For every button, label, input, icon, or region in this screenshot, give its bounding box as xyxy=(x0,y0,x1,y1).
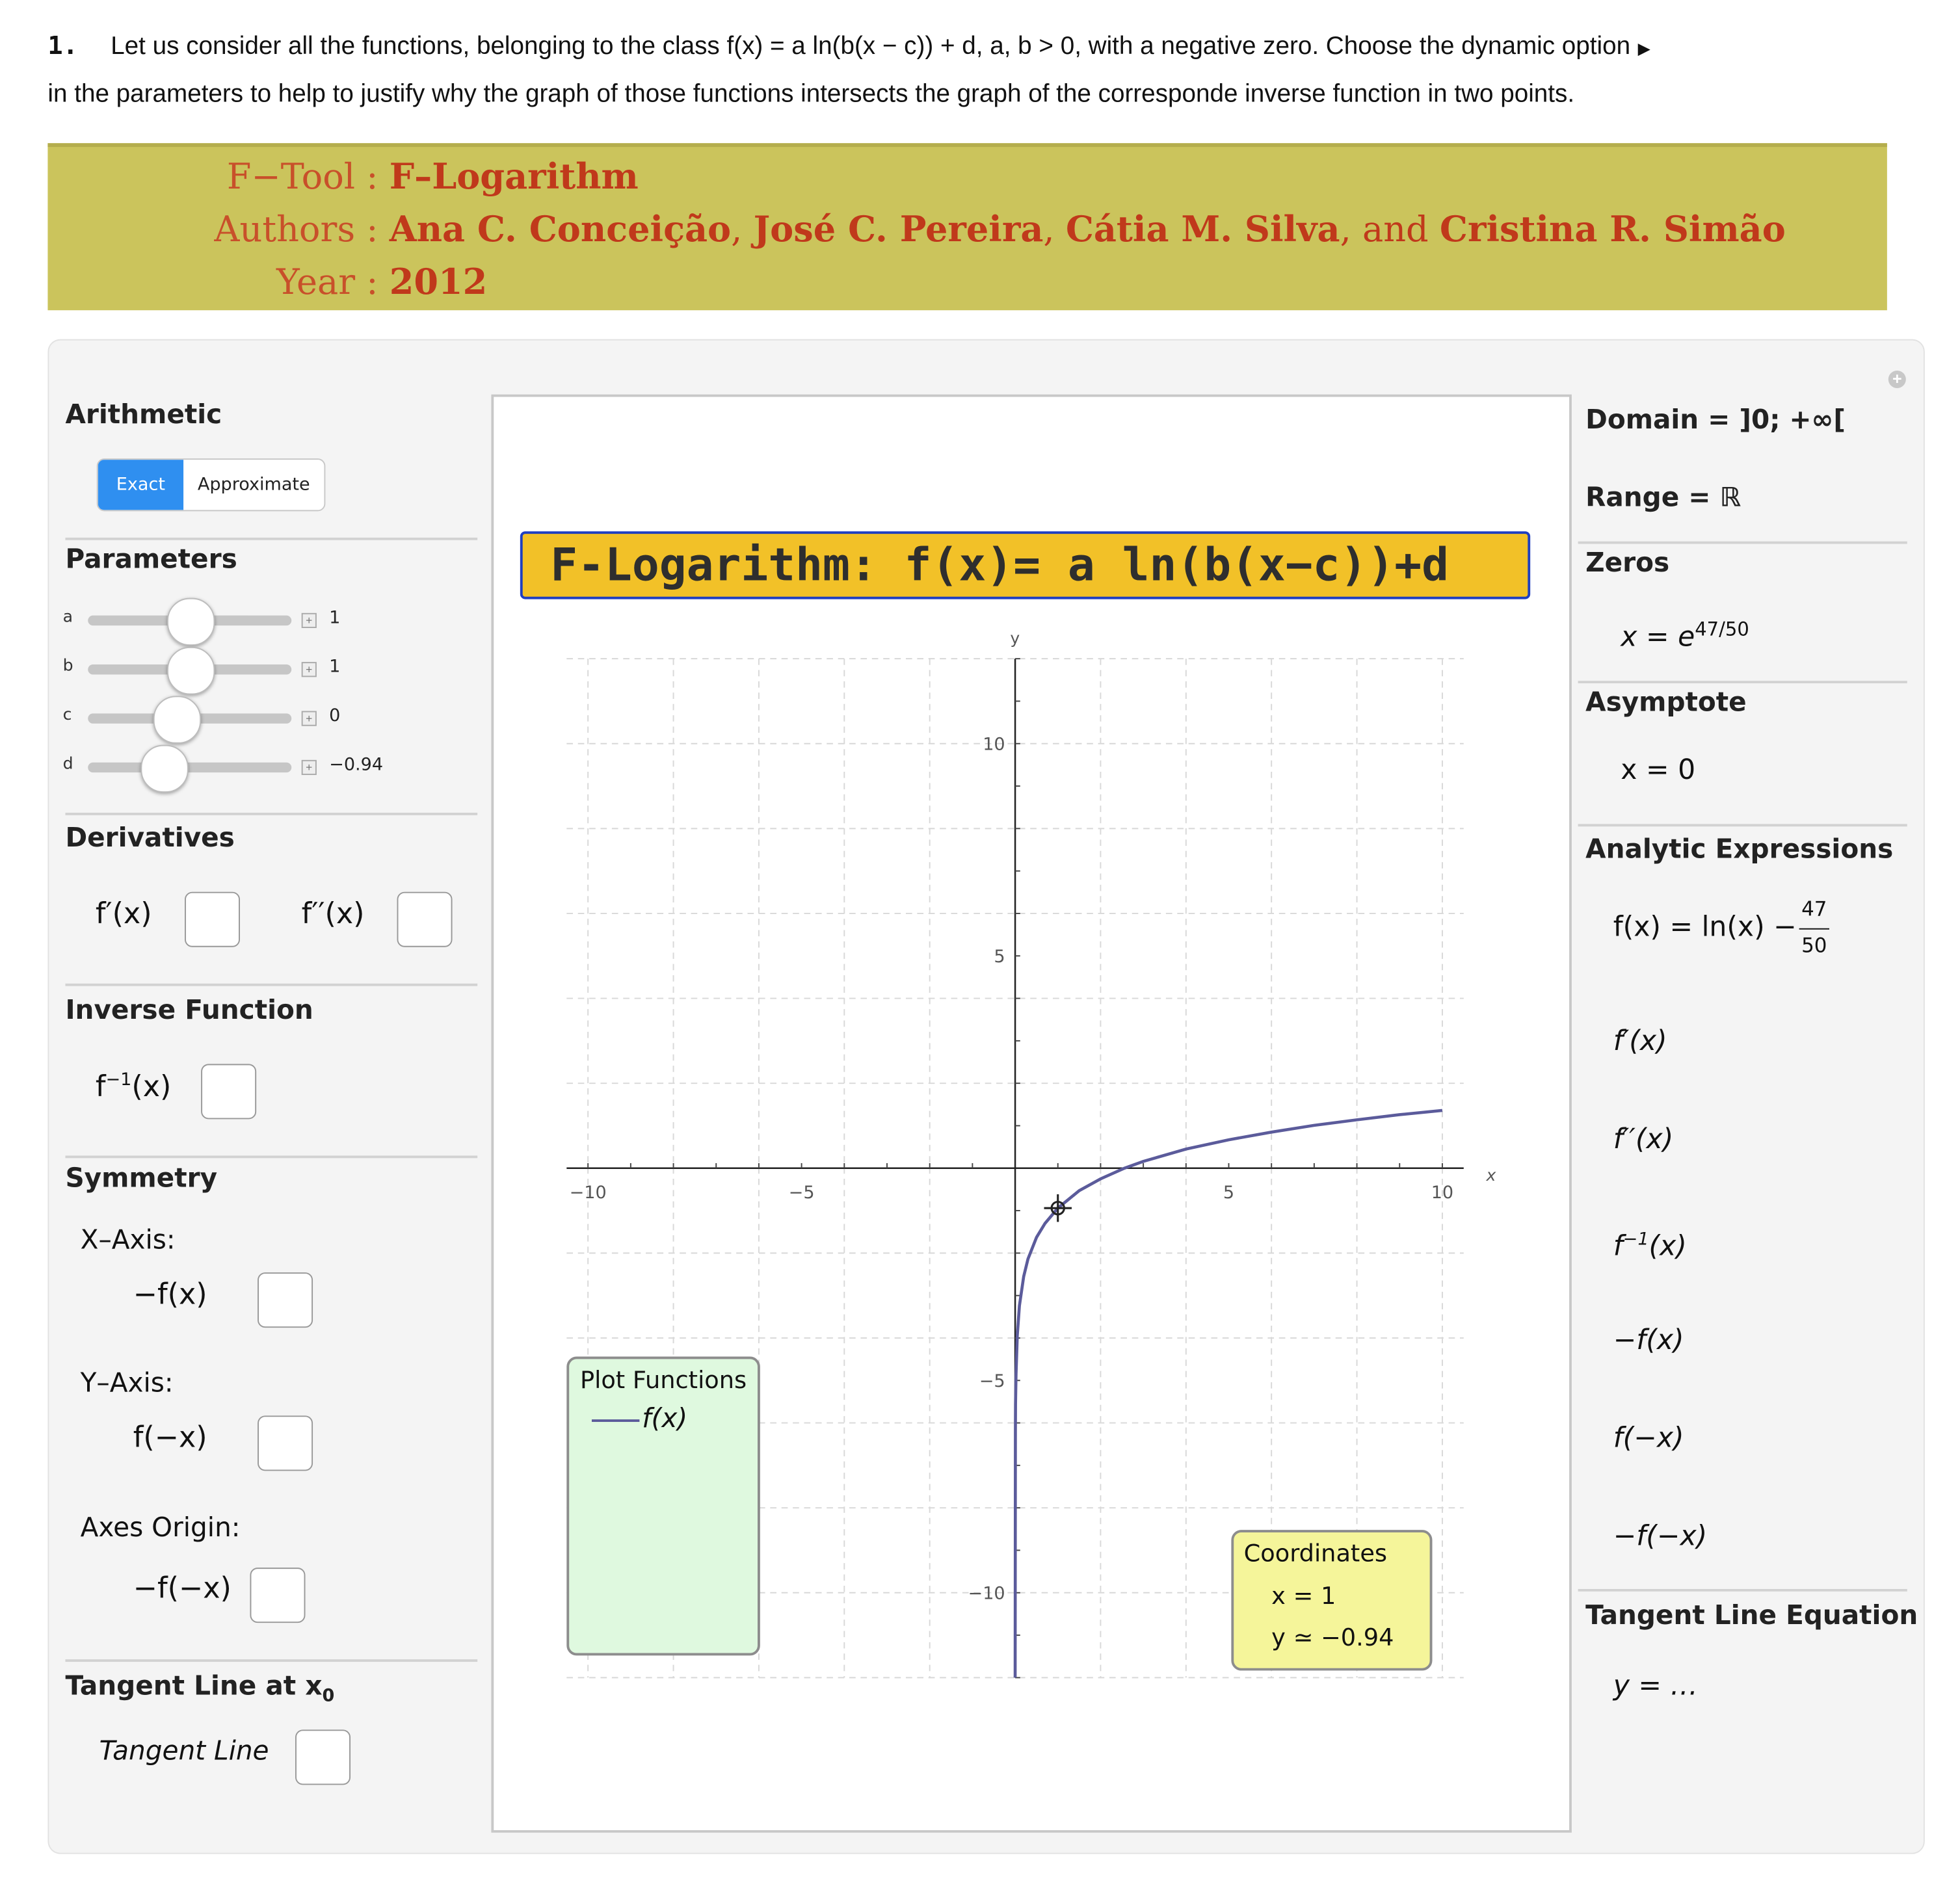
analytic-neg-f: −f(x) xyxy=(1613,1325,1684,1357)
banner-separator: , xyxy=(731,208,754,250)
fraction-bar xyxy=(1799,928,1829,930)
tangent-heading-sub: 0 xyxy=(322,1686,335,1707)
question-number: 1. xyxy=(47,30,78,60)
x-tick-label: 5 xyxy=(1223,1183,1235,1203)
banner-tool-name: F–Logarithm xyxy=(389,155,639,198)
approximate-button[interactable]: Approximate xyxy=(197,475,310,495)
inverse-label-arg: (x) xyxy=(131,1071,172,1104)
fx-fraction-numerator: 47 xyxy=(1801,897,1827,921)
divider xyxy=(1578,1589,1907,1592)
slider-value-b: 1 xyxy=(329,657,341,677)
axes-origin-label: Axes Origin: xyxy=(80,1512,241,1543)
domain-text: Domain = ]0; +∞[ xyxy=(1585,404,1846,435)
derivatives-heading: Derivatives xyxy=(65,822,235,853)
slider-expand-icon[interactable]: + xyxy=(302,662,317,677)
zero-exponent: 47/50 xyxy=(1695,618,1749,641)
y-axis-label: y xyxy=(1010,628,1020,648)
tangent-line-label: Tangent Line xyxy=(99,1736,269,1766)
arithmetic-heading: Arithmetic xyxy=(65,399,222,430)
analytic-inverse xyxy=(1613,1229,1687,1263)
asymptote-value: x = 0 xyxy=(1621,755,1696,787)
slider-value-a: 1 xyxy=(329,608,341,628)
tangent-equation-heading: Tangent Line Equation xyxy=(1585,1600,1918,1631)
y-tick-label: −5 xyxy=(979,1371,1005,1391)
slider-expand-icon[interactable]: + xyxy=(302,760,317,775)
banner-separator: , xyxy=(1043,208,1066,250)
inverse-heading: Inverse Function xyxy=(65,995,313,1025)
legend-item: f(x) xyxy=(642,1403,688,1434)
neg-f-label: −f(x) xyxy=(133,1278,207,1312)
zero-base: x = e xyxy=(1621,622,1695,654)
analytic-inverse-sup: −1 xyxy=(1622,1229,1649,1250)
banner-tool-label: F−Tool : xyxy=(226,155,378,198)
slider-label-d: d xyxy=(62,755,73,774)
inverse-label-f: f xyxy=(95,1071,106,1104)
inverse-label-sup: −1 xyxy=(105,1070,132,1090)
f-negx-label: f(−x) xyxy=(133,1422,207,1455)
zero-value xyxy=(1621,618,1749,654)
range-text: Range = ℝ xyxy=(1585,482,1741,513)
fx-expression: f(x) = ln(x) − xyxy=(1613,912,1797,943)
tangent-heading-text: Tangent Line at x xyxy=(65,1670,323,1701)
banner-author: Cristina R. Simão xyxy=(1439,208,1786,250)
parameters-heading: Parameters xyxy=(65,544,237,574)
coordinate-y: y ≃ −0.94 xyxy=(1271,1624,1394,1652)
legend-swatch xyxy=(592,1419,639,1422)
expand-triangle-icon[interactable]: ▶ xyxy=(1637,38,1650,58)
analytic-inverse-f: f xyxy=(1613,1231,1623,1263)
slider-value-c: 0 xyxy=(329,705,341,726)
divider xyxy=(1578,542,1907,544)
slider-value-d: −0.94 xyxy=(329,755,384,776)
fx-fraction-denominator: 50 xyxy=(1801,933,1827,958)
y-tick-label: 10 xyxy=(983,734,1005,755)
coordinate-x: x = 1 xyxy=(1271,1582,1336,1610)
zeros-heading: Zeros xyxy=(1585,547,1670,578)
y-axis-label: Y–Axis: xyxy=(80,1367,174,1398)
banner-year-label: Year : xyxy=(276,261,378,303)
slider-label-b: b xyxy=(62,657,73,676)
asymptote-heading: Asymptote xyxy=(1585,687,1747,718)
panel-options-plus-icon[interactable]: + xyxy=(1888,371,1906,388)
coordinates-title: Coordinates xyxy=(1243,1540,1388,1568)
derivative-1-label: f′(x) xyxy=(95,898,152,931)
banner-author: José C. Pereira xyxy=(753,208,1044,250)
question-line-2: in the parameters to help to justify why the graph of those functions intersects the graph of the corresponde inverse function in two points. xyxy=(47,80,1575,109)
y-tick-label: 5 xyxy=(994,946,1005,967)
y-tick-label: −10 xyxy=(968,1583,1005,1604)
banner-year: 2012 xyxy=(389,261,488,303)
x-axis-label: x xyxy=(1486,1166,1496,1185)
x-tick-label: −5 xyxy=(788,1183,815,1203)
divider xyxy=(1578,824,1907,826)
tangent-equation-value: y = … xyxy=(1613,1670,1699,1702)
x-tick-label: 10 xyxy=(1431,1183,1454,1203)
slider-expand-icon[interactable]: + xyxy=(302,613,317,628)
analytic-inverse-arg: (x) xyxy=(1649,1231,1687,1263)
slider-expand-icon[interactable]: + xyxy=(302,711,317,726)
banner-separator: , and xyxy=(1340,208,1440,250)
neg-f-negx-label: −f(−x) xyxy=(133,1572,232,1606)
analytic-derivative-2: f′′(x) xyxy=(1613,1124,1674,1156)
analytic-derivative-1: f′(x) xyxy=(1613,1026,1667,1058)
question-line-1: Let us consider all the functions, belonging to the class f(x) = a ln(b(x − c)) + d, a, b > 0, with a negative zero. Choose the dynamic option xyxy=(111,33,1631,60)
derivative-2-label: f′′(x) xyxy=(301,898,365,931)
legend-title: Plot Functions xyxy=(580,1367,747,1395)
slider-label-c: c xyxy=(62,705,72,725)
x-tick-label: −10 xyxy=(569,1183,607,1203)
coordinates-box xyxy=(1231,1530,1432,1670)
plot-title: F-Logarithm: f(x)= a ln(b(x−c))+d xyxy=(520,531,1530,599)
analytic-heading: Analytic Expressions xyxy=(1585,833,1894,865)
plot-legend xyxy=(566,1357,760,1656)
exact-button[interactable]: Exact xyxy=(98,460,183,510)
banner-authors-label: Authors : xyxy=(214,208,378,250)
banner-author: Cátia M. Silva xyxy=(1065,208,1340,250)
slider-label-a: a xyxy=(62,608,73,627)
x-axis-label: X–Axis: xyxy=(80,1224,176,1255)
divider xyxy=(1578,681,1907,683)
banner-author: Ana C. Conceição xyxy=(389,208,732,250)
analytic-f-negx: f(−x) xyxy=(1613,1423,1684,1455)
analytic-neg-f-negx: −f(−x) xyxy=(1613,1521,1708,1553)
symmetry-heading: Symmetry xyxy=(65,1163,218,1194)
